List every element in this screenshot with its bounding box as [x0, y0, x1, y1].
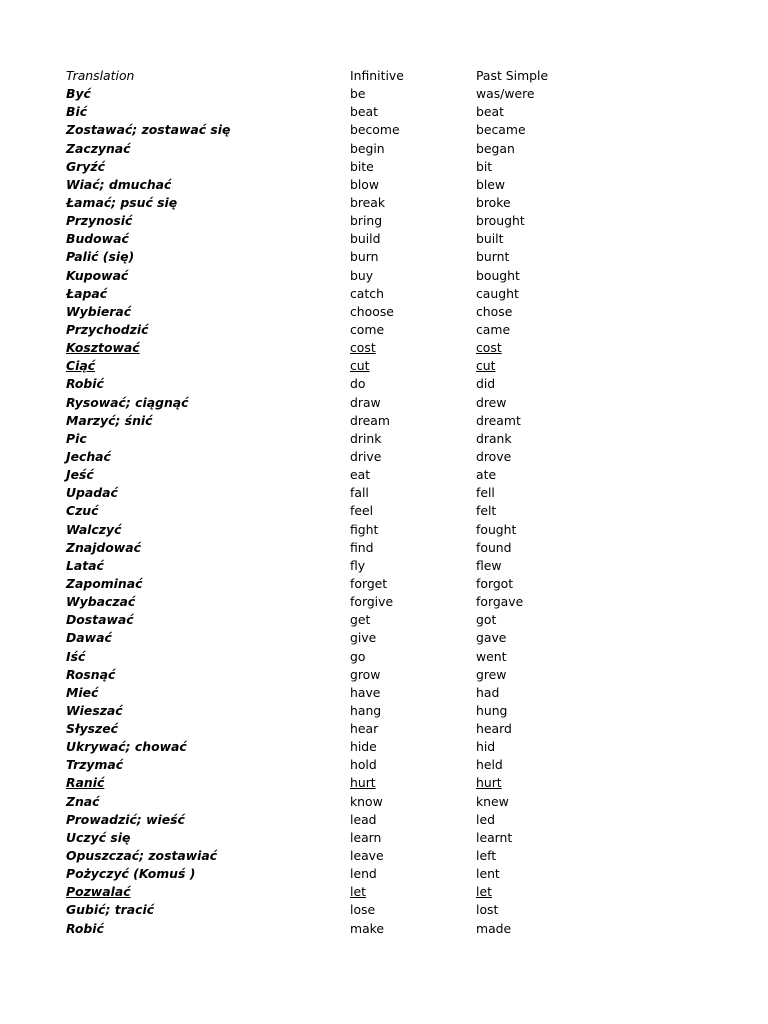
table-row — [66, 539, 626, 557]
table-row — [66, 521, 626, 539]
translation-cell: Przynosić — [66, 213, 133, 229]
table-row — [66, 121, 626, 139]
past-simple-cell: forgave — [476, 594, 524, 610]
infinitive-cell: make — [350, 920, 385, 936]
translation-cell: Ukrywać; chować — [66, 739, 187, 755]
past-simple-cell: heard — [476, 721, 512, 737]
past-simple-cell: came — [476, 321, 511, 337]
table-row — [66, 738, 626, 756]
infinitive-cell: have — [350, 684, 381, 700]
translation-cell: Rosnąć — [66, 666, 116, 682]
infinitive-cell: forgive — [350, 594, 394, 610]
translation-cell: Przychodzić — [66, 321, 149, 337]
translation-cell: Robić — [66, 376, 104, 392]
translation-cell: Pic — [66, 430, 87, 446]
infinitive-cell: get — [350, 612, 371, 628]
translation-cell: Wiać; dmuchać — [66, 176, 172, 192]
table-row — [66, 212, 626, 230]
past-simple-cell: cost — [476, 340, 502, 356]
table-row — [66, 194, 626, 212]
table-row — [66, 230, 626, 248]
past-simple-cell: dreamt — [476, 412, 521, 428]
table-row — [66, 412, 626, 430]
past-simple-cell: hurt — [476, 775, 502, 791]
infinitive-cell: burn — [350, 249, 379, 265]
past-simple-cell: felt — [476, 503, 497, 519]
table-body — [66, 85, 626, 938]
past-simple-cell: went — [476, 648, 507, 664]
table-row — [66, 375, 626, 393]
past-simple-cell: lent — [476, 866, 500, 882]
infinitive-cell: lead — [350, 811, 377, 827]
table-row — [66, 285, 626, 303]
past-simple-cell: knew — [476, 793, 509, 809]
translation-cell: Opuszczać; zostawiać — [66, 848, 218, 864]
table-row — [66, 702, 626, 720]
translation-cell: Być — [66, 86, 91, 102]
translation-cell: Kosztować — [66, 340, 140, 356]
past-simple-cell: led — [476, 811, 495, 827]
past-simple-cell: gave — [476, 630, 507, 646]
translation-cell: Znać — [66, 793, 100, 809]
past-simple-cell: drove — [476, 448, 512, 464]
translation-cell: Dawać — [66, 630, 112, 646]
table-row — [66, 611, 626, 629]
table-row — [66, 103, 626, 121]
table-row — [66, 557, 626, 575]
infinitive-cell: do — [350, 376, 366, 392]
translation-cell: Palić (się) — [66, 249, 135, 265]
infinitive-cell: come — [350, 321, 385, 337]
past-simple-cell: began — [476, 140, 515, 156]
infinitive-cell: drive — [350, 448, 382, 464]
infinitive-cell: dream — [350, 412, 390, 428]
infinitive-cell: catch — [350, 285, 384, 301]
translation-cell: Znajdować — [66, 539, 141, 555]
past-simple-cell: caught — [476, 285, 519, 301]
infinitive-cell: begin — [350, 140, 385, 156]
table-row — [66, 394, 626, 412]
table-row — [66, 176, 626, 194]
translation-cell: Robić — [66, 920, 104, 936]
translation-cell: Łamać; psuć się — [66, 194, 178, 210]
infinitive-cell: grow — [350, 666, 381, 682]
translation-cell: Wybierać — [66, 303, 132, 319]
table-row — [66, 357, 626, 375]
translation-cell: Walczyć — [66, 521, 122, 537]
translation-cell: Jechać — [66, 448, 111, 464]
irregular-verbs-table — [66, 67, 626, 938]
past-simple-cell: found — [476, 539, 512, 555]
infinitive-cell: beat — [350, 104, 378, 120]
past-simple-cell: grew — [476, 666, 507, 682]
past-simple-cell: forgot — [476, 575, 514, 591]
table-row — [66, 140, 626, 158]
past-simple-cell: was/were — [476, 86, 535, 102]
past-simple-cell: chose — [476, 303, 513, 319]
infinitive-cell: hear — [350, 721, 379, 737]
table-row — [66, 267, 626, 285]
table-header-row — [66, 67, 626, 85]
translation-cell: Gubić; tracić — [66, 902, 155, 918]
translation-cell: Zapominać — [66, 575, 143, 591]
table-row — [66, 648, 626, 666]
past-simple-cell: cut — [476, 358, 496, 374]
table-row — [66, 847, 626, 865]
translation-cell: Mieć — [66, 684, 99, 700]
translation-cell: Uczyć się — [66, 829, 131, 845]
table-row — [66, 883, 626, 901]
translation-cell: Zostawać; zostawać się — [66, 122, 231, 138]
table-row — [66, 684, 626, 702]
table-row — [66, 575, 626, 593]
translation-cell: Budować — [66, 231, 129, 247]
table-row — [66, 466, 626, 484]
table-row — [66, 85, 626, 103]
translation-cell: Pozwalać — [66, 884, 131, 900]
infinitive-cell: bite — [350, 158, 374, 174]
header-infinitive: Infinitive — [350, 68, 404, 83]
table-row — [66, 829, 626, 847]
infinitive-cell: leave — [350, 848, 384, 864]
table-row — [66, 629, 626, 647]
translation-cell: Wieszać — [66, 702, 123, 718]
table-row — [66, 303, 626, 321]
translation-cell: Zaczynać — [66, 140, 131, 156]
table-row — [66, 502, 626, 520]
table-row — [66, 756, 626, 774]
infinitive-cell: choose — [350, 303, 394, 319]
past-simple-cell: got — [476, 612, 497, 628]
translation-cell: Dostawać — [66, 612, 134, 628]
translation-cell: Trzymać — [66, 757, 124, 773]
past-simple-cell: lost — [476, 902, 499, 918]
translation-cell: Marzyć; śnić — [66, 412, 153, 428]
table-row — [66, 811, 626, 829]
infinitive-cell: fly — [350, 557, 366, 573]
translation-cell: Ranić — [66, 775, 105, 791]
infinitive-cell: go — [350, 648, 366, 664]
infinitive-cell: let — [350, 884, 366, 900]
infinitive-cell: learn — [350, 829, 382, 845]
table-row — [66, 666, 626, 684]
table-row — [66, 248, 626, 266]
infinitive-cell: be — [350, 86, 366, 102]
translation-cell: Ciąć — [66, 358, 96, 374]
infinitive-cell: forget — [350, 575, 388, 591]
translation-cell: Wybaczać — [66, 594, 136, 610]
past-simple-cell: hung — [476, 702, 508, 718]
past-simple-cell: left — [476, 848, 497, 864]
infinitive-cell: break — [350, 194, 386, 210]
past-simple-cell: let — [476, 884, 492, 900]
translation-cell: Iść — [66, 648, 86, 664]
translation-cell: Słyszeć — [66, 721, 118, 737]
table-row — [66, 448, 626, 466]
table-row — [66, 339, 626, 357]
translation-cell: Gryźć — [66, 158, 105, 174]
infinitive-cell: give — [350, 630, 377, 646]
infinitive-cell: bring — [350, 213, 383, 229]
past-simple-cell: bought — [476, 267, 520, 283]
past-simple-cell: beat — [476, 104, 504, 120]
infinitive-cell: cut — [350, 358, 370, 374]
infinitive-cell: fall — [350, 485, 369, 501]
infinitive-cell: build — [350, 231, 381, 247]
infinitive-cell: drink — [350, 430, 382, 446]
past-simple-cell: flew — [476, 557, 502, 573]
infinitive-cell: buy — [350, 267, 374, 283]
infinitive-cell: hold — [350, 757, 377, 773]
translation-cell: Łapać — [66, 285, 108, 301]
past-simple-cell: fought — [476, 521, 517, 537]
infinitive-cell: draw — [350, 394, 381, 410]
past-simple-cell: bit — [476, 158, 493, 174]
table-row — [66, 720, 626, 738]
translation-cell: Jeść — [66, 467, 94, 483]
table-row — [66, 484, 626, 502]
past-simple-cell: blew — [476, 176, 506, 192]
translation-cell: Upadać — [66, 485, 118, 501]
table-row — [66, 158, 626, 176]
infinitive-cell: hang — [350, 702, 382, 718]
infinitive-cell: feel — [350, 503, 374, 519]
past-simple-cell: ate — [476, 467, 497, 483]
infinitive-cell: blow — [350, 176, 380, 192]
past-simple-cell: built — [476, 231, 504, 247]
past-simple-cell: did — [476, 376, 496, 392]
infinitive-cell: become — [350, 122, 400, 138]
infinitive-cell: hide — [350, 739, 377, 755]
translation-cell: Prowadzić; wieść — [66, 811, 185, 827]
translation-cell: Latać — [66, 557, 104, 573]
past-simple-cell: had — [476, 684, 500, 700]
table-row — [66, 430, 626, 448]
header-past-simple: Past Simple — [476, 68, 549, 83]
past-simple-cell: drew — [476, 394, 507, 410]
infinitive-cell: lose — [350, 902, 376, 918]
infinitive-cell: eat — [350, 467, 371, 483]
infinitive-cell: hurt — [350, 775, 376, 791]
translation-cell: Kupować — [66, 267, 129, 283]
past-simple-cell: burnt — [476, 249, 510, 265]
table-row — [66, 774, 626, 792]
table-row — [66, 920, 626, 938]
infinitive-cell: cost — [350, 340, 376, 356]
header-translation: Translation — [66, 68, 135, 83]
past-simple-cell: drank — [476, 430, 512, 446]
past-simple-cell: became — [476, 122, 526, 138]
table-row — [66, 901, 626, 919]
past-simple-cell: fell — [476, 485, 495, 501]
translation-cell: Pożyczyć (Komuś ) — [66, 866, 196, 882]
past-simple-cell: held — [476, 757, 503, 773]
infinitive-cell: lend — [350, 866, 377, 882]
infinitive-cell: know — [350, 793, 383, 809]
translation-cell: Czuć — [66, 503, 99, 519]
translation-cell: Rysować; ciągnąć — [66, 394, 189, 410]
table-row — [66, 865, 626, 883]
table-row — [66, 593, 626, 611]
past-simple-cell: learnt — [476, 829, 513, 845]
infinitive-cell: find — [350, 539, 374, 555]
infinitive-cell: fight — [350, 521, 379, 537]
past-simple-cell: broke — [476, 194, 511, 210]
translation-cell: Bić — [66, 104, 88, 120]
table-row — [66, 793, 626, 811]
past-simple-cell: made — [476, 920, 512, 936]
past-simple-cell: hid — [476, 739, 496, 755]
table-row — [66, 321, 626, 339]
past-simple-cell: brought — [476, 213, 525, 229]
